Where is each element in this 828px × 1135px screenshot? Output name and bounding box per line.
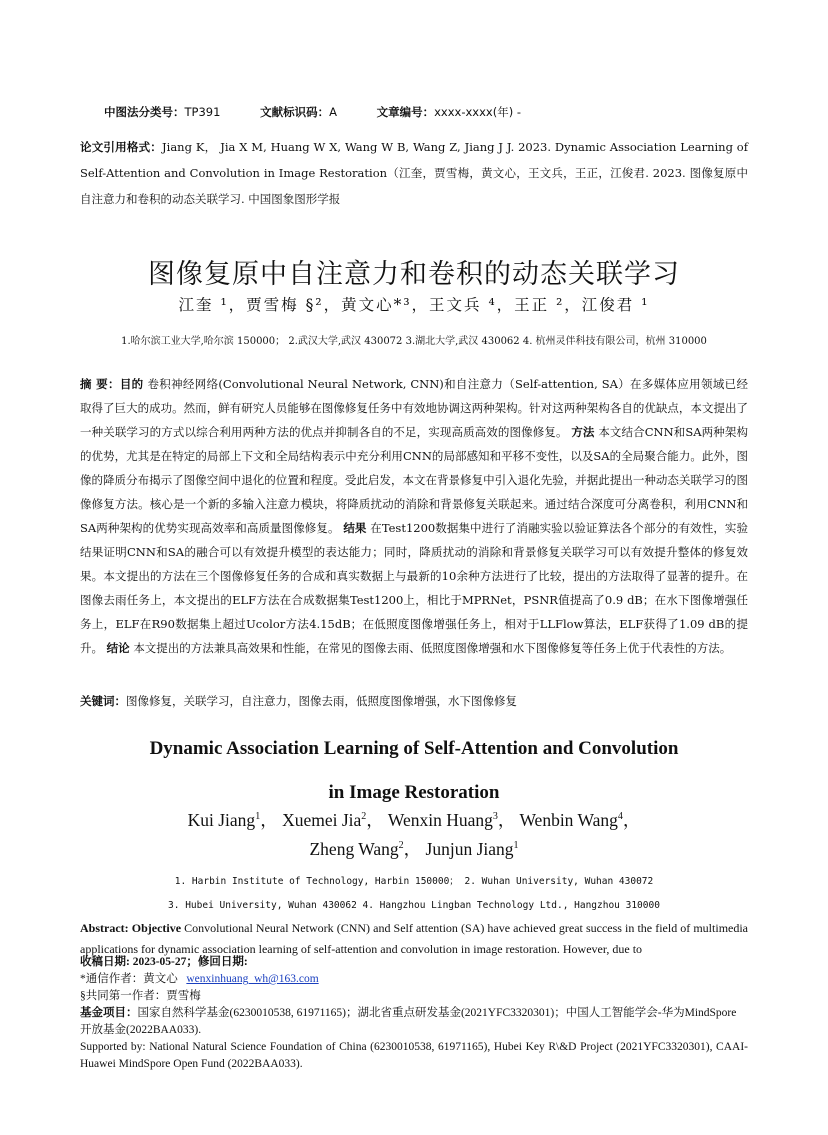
author-sup: 3 xyxy=(492,811,498,822)
doc-code-value: A xyxy=(329,105,337,119)
page-title-en xyxy=(0,727,828,815)
abstract-en-objective-label: Objective xyxy=(131,921,182,935)
supported-by: Supported by: National Natural Science Foundation of China (6230010538, 61971165), Hubei Key R\&D Project (2021YFC3320301), CAAI-Huawei MindSpore Open Fund (2022BAA033). xyxy=(80,1041,748,1070)
article-no-label: 文章编号 xyxy=(376,105,423,119)
authors-en: Kui Jiang$^1$， Xuemei Jia$^2$， Wenxin Huang$^3$， Wenbin Wang$^4$， Zheng Wang$^2$， Junjun Jiang$^1$ xyxy=(187,809,641,859)
authors-cn: 江奎 ¹，贾雪梅 §²，黄文心*³，王文兵 ⁴，王正 ²，江俊君 ¹ xyxy=(178,296,650,314)
footnotes xyxy=(80,954,748,1073)
abstract-en-text: Convolutional Neural Network (CNN) and Self attention (SA) have achieved great success in the field of multimedia applications for dynamic association learning of self-attention and convolution in image restoration. However, due to xyxy=(80,921,749,956)
objective-label: 目的 xyxy=(119,377,144,391)
email-link[interactable]: wenxinhuang_wh@163.com xyxy=(186,973,319,985)
corresponding-author xyxy=(80,971,748,988)
clc-value: TP391 xyxy=(184,105,221,119)
fund-text: 国家自然科学基金(6230010538, 61971165)；湖北省重点研发基金(2021YFC3320301)；中国人工智能学会-华为MindSpore 开放基金(2022BAA033). xyxy=(80,1007,737,1036)
result-label: 结果 xyxy=(343,521,367,535)
conclusion-text: 本文提出的方法兼具高效果和性能，在常见的图像去雨、低照度图像增强和水下图像修复等任务上优于代表性的方法。 xyxy=(133,641,732,655)
author-name: Xuemei Jia xyxy=(282,809,362,830)
keywords-cn xyxy=(80,693,748,709)
abstract-cn-label: 摘 要： xyxy=(80,377,120,391)
affiliations-en-line1: 1. Harbin Institute of Technology, Harbin 150000； 2. Wuhan University, Wuhan 430072 xyxy=(174,876,654,887)
keywords-text: 图像修复，关联学习，自注意力，图像去雨，低照度图像增强，水下图像修复 xyxy=(126,694,517,708)
title-en-line1: Dynamic Association Learning of Self-Attention and Convolution xyxy=(149,738,679,759)
method-text: 本文结合CNN和SA两种架构的优势，尤其是在特定的局部上下文和全局结构表示中充分利用CNN的局部感知和平移不变性，以及SA的全局聚合能力。此外，图像的降质分布揭示了图像空间中退化的位置和程度。受此启发，本文在背景修复中引入退化先验，并据此提出一种动态关联学习的图像修复方法。核心是一个新的多输入注意力模块，将降质扰动的消除和背景修复关联起来。通过结合深度可分离卷积，利用CNN和SA两种架构的优势实现高效率和高质量图像修复。 xyxy=(80,425,749,535)
title-en-line2: in Image Restoration xyxy=(328,782,500,803)
author-sup: 1 xyxy=(255,811,261,822)
conclusion-label: 结论 xyxy=(106,641,130,655)
citation-text: Jiang K， Jia X M, Huang W X, Wang W B, Wang Z, Jiang J J. 2023. Dynamic Association Learning of Self-Attention and Convolution in Image Restoration（江奎，贾雪梅，黄文心，王文兵，王正，江俊君. 2023. 图像复原中自注意力和卷积的动态关联学习. 中国图象图形学报 xyxy=(80,140,748,206)
objective-text: 卷积神经网络(Convolutional Neural Network, CNN)和自注意力（Self-attention, SA）在多媒体应用领域已经取得了巨大的成功。然而，鲜有研究人员能够在图像修复任务中有效地协调这两种架构。针对这两种架构各自的优缺点，本文提出了一种关联学习的方式以综合利用两种方法的优点并抑制各自的不足，实现高质高效的图像修复。 xyxy=(80,377,748,439)
corresponding-label: *通信作者：黄文心 xyxy=(80,973,178,985)
method-label: 方法 xyxy=(571,425,595,439)
doc-code-label: 文献标识码 xyxy=(260,105,318,119)
author-name: Wenxin Huang xyxy=(387,809,493,830)
author-name: Kui Jiang xyxy=(187,809,256,830)
classification-line: 中图法分类号：TP391 文献标识码：A 文章编号：xxxx-xxxx(年) - xyxy=(104,105,521,119)
citation-block xyxy=(80,134,748,212)
cofirst-author: §共同第一作者：贾雪梅 xyxy=(80,990,201,1002)
page-title-cn: 图像复原中自注意力和卷积的动态关联学习 xyxy=(148,259,680,290)
affiliations-en-line2: 3. Hubei University, Wuhan 430062 4. Hangzhou Lingban Technology Ltd., Hangzhou 310000 xyxy=(168,900,660,911)
article-no-value: xxxx-xxxx(年) - xyxy=(434,105,521,119)
affiliations-cn: 1.哈尔滨工业大学,哈尔滨 150000； 2.武汉大学,武汉 430072 3.湖北大学,武汉 430062 4. 杭州灵伴科技有限公司，杭州 310000 xyxy=(121,336,707,347)
abstract-en-label: Abstract: xyxy=(80,921,129,935)
author-sup: 2 xyxy=(361,811,367,822)
fund-cn xyxy=(80,1005,748,1039)
author-name: Zheng Wang xyxy=(309,838,399,859)
result-text: 在Test1200数据集中进行了消融实验以验证算法各个部分的有效性，实验结果证明CNN和SA的融合可以有效提升模型的表达能力；同时，降质扰动的消除和背景修复关联学习可以有效提升整体的修复效果。本文提出的方法在三个图像修复任务的合成和真实数据上与最新的10余种方法进行了比较，提出的方法取得了显著的提升。在图像去雨任务上，本文提出的ELF方法在合成数据集Test1200上，相比于MPRNet，PSNR值提高了0.9 dB；在水下图像增强任务上，ELF在R90数据集上超过Ucolor方法4.15dB；在低照度图像增强任务上，相对于LLFlow算法，ELF获得了1.09 dB的提升。 xyxy=(80,521,749,655)
author-sup: 2 xyxy=(398,839,404,851)
citation-label: 论文引用格式： xyxy=(80,140,163,154)
author-name: Junjun Jiang xyxy=(425,838,514,859)
abstract-cn xyxy=(80,372,748,660)
received-date: 收稿日期: 2023-05-27；修回日期: xyxy=(80,956,248,968)
keywords-label: 关键词： xyxy=(80,694,126,708)
author-sup: 1 xyxy=(513,839,519,851)
author-name: Wenbin Wang xyxy=(519,809,618,830)
fund-label: 基金项目： xyxy=(80,1007,138,1019)
clc-label: 中图法分类号 xyxy=(104,105,173,119)
author-sup: 4 xyxy=(617,811,623,822)
